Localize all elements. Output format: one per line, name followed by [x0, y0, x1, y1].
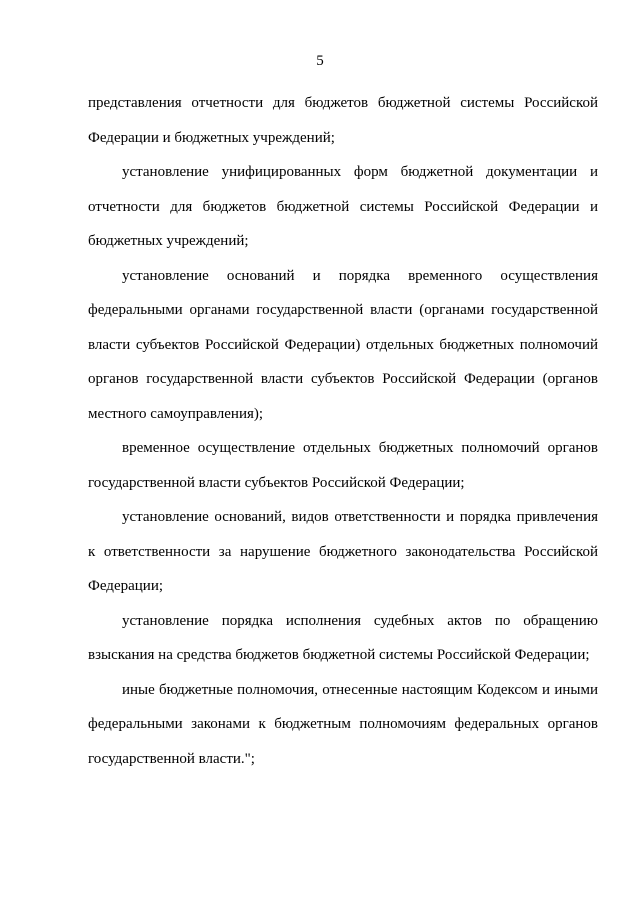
paragraph: установление унифицированных форм бюджетной документации и отчетности для бюджетов бюджетной системы Российской Федерации и бюджетных учреждений; — [88, 164, 598, 249]
paragraph: установление оснований, видов ответственности и порядка привлечения к ответственности за нарушение бюджетного законодательства Российской Федерации; — [88, 509, 598, 594]
paragraph: иные бюджетные полномочия, отнесенные настоящим Кодексом и иными федеральными законами к бюджетным полномочиям федеральных органов государственной власти."; — [88, 681, 598, 767]
paragraph: установление порядка исполнения судебных актов по обращению взыскания на средства бюджетов бюджетной системы Российской Федерации; — [88, 612, 598, 663]
paragraph: временное осуществление отдельных бюджетных полномочий органов государственной власти субъектов Российской Федерации; — [88, 440, 598, 491]
document-body — [88, 86, 598, 776]
paragraph: установление оснований и порядка временного осуществления федеральными органами государственной власти (органами государственной власти субъектов Российской Федерации) отдельных бюджетных полномочий органов государственной власти субъектов Российской Федерации (органов местного самоуправления); — [88, 267, 598, 422]
paragraph-continuation: представления отчетности для бюджетов бюджетной системы Российской Федерации и бюджетных учреждений; — [88, 95, 598, 146]
page-number: 5 — [316, 53, 324, 69]
